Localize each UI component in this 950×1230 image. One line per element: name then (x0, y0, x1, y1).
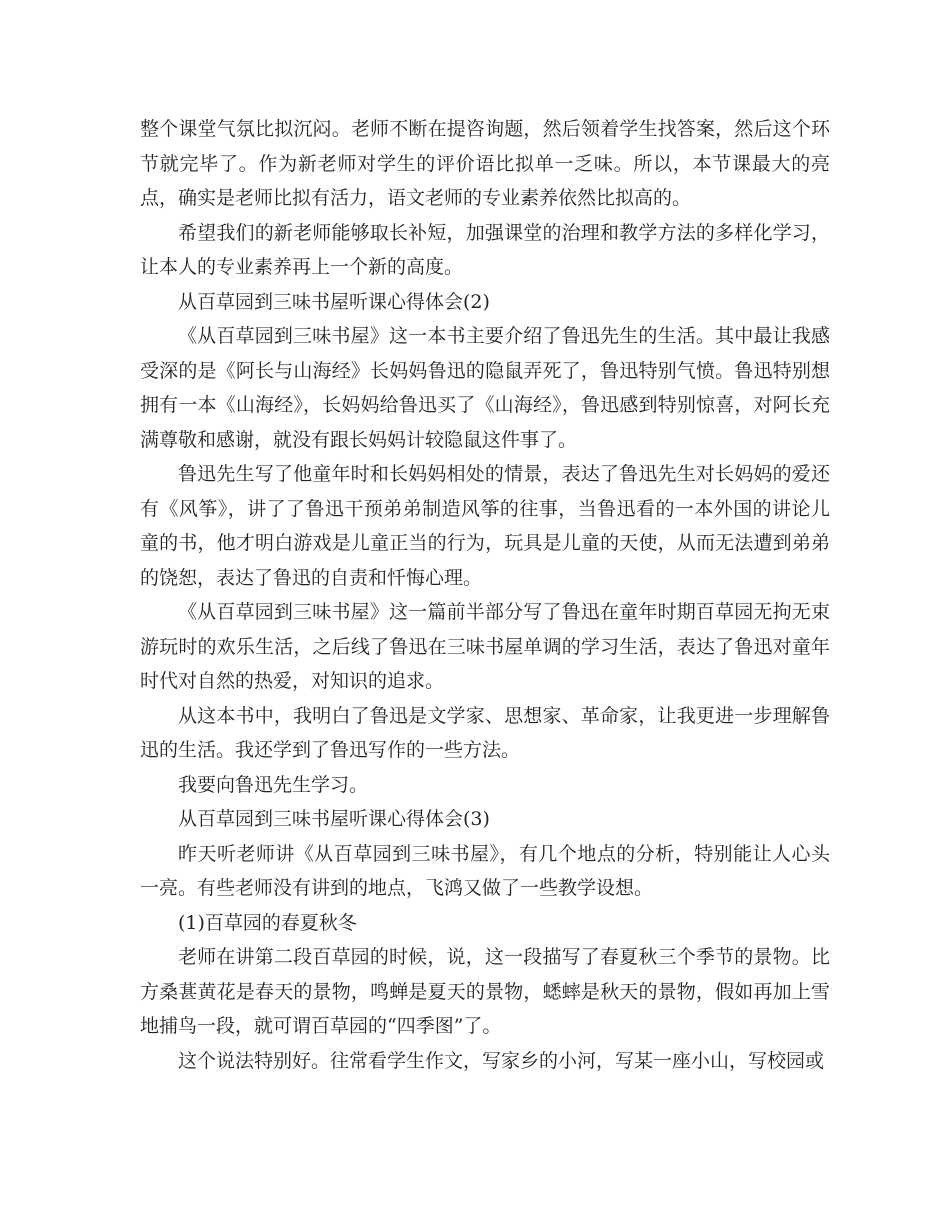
paragraph: 希望我们的新老师能够取长补短，加强课堂的治理和教学方法的多样化学习，让本人的专业素养再上一个新的高度。 (140, 221, 830, 278)
paragraph: 昨天听老师讲《从百草园到三味书屋》，有几个地点的分析，特别能让人心头一亮。有些老师没有讲到的地点，飞鸿又做了一些教学设想。 (140, 842, 830, 899)
subsection-heading: (1)百草园的春夏秋冬 (178, 911, 357, 934)
paragraph: 这个说法特别好。往常看学生作文，写家乡的小河，写某一座小山，写校园或 (178, 1049, 825, 1072)
section-heading: 从百草园到三味书屋听课心得体会(2) (178, 290, 490, 313)
paragraph: 老师在讲第二段百草园的时候，说，这一段描写了春夏秋三个季节的景物。比方桑葚黄花是春天的景物，鸣蝉是夏天的景物，蟋蟀是秋天的景物，假如再加上雪地捕鸟一段，就可谓百草园的“四季图”了。 (140, 946, 830, 1037)
section-heading: 从百草园到三味书屋听课心得体会(3) (178, 808, 490, 830)
paragraph: 鲁迅先生写了他童年时和长妈妈相处的情景，表达了鲁迅先生对长妈妈的爱还有《风筝》，讲了了鲁迅干预弟弟制造风筝的往事，当鲁迅看的一本外国的讲论儿童的书，他才明白游戏是儿童正当的行为，玩具是儿童的天使，从而无法遭到弟弟的饶恕，表达了鲁迅的自责和忏悔心理。 (140, 463, 830, 589)
paragraph-continuation: 整个课堂气氛比拟沉闷。老师不断在提咨询题，然后领着学生找答案，然后这个环节就完毕了。作为新老师对学生的评价语比拟单一乏味。所以，本节课最大的亮点，确实是老师比拟有活力，语文老师的专业素养依然比拟高的。 (140, 118, 830, 209)
document-body (140, 112, 830, 1078)
paragraph: 《从百草园到三味书屋》这一本书主要介绍了鲁迅先生的生活。其中最让我感受深的是《阿长与山海经》长妈妈鲁迅的隐鼠弄死了，鲁迅特别气愤。鲁迅特别想拥有一本《山海经》，长妈妈给鲁迅买了《山海经》，鲁迅感到特别惊喜，对阿长充满尊敬和感谢，就没有跟长妈妈计较隐鼠这件事了。 (140, 325, 830, 451)
paragraph: 《从百草园到三味书屋》这一篇前半部分写了鲁迅在童年时期百草园无拘无束游玩时的欢乐生活，之后线了鲁迅在三味书屋单调的学习生活，表达了鲁迅对童年时代对自然的热爱，对知识的追求。 (140, 601, 830, 692)
paragraph: 我要向鲁迅先生学习。 (178, 773, 369, 796)
paragraph: 从这本书中，我明白了鲁迅是文学家、思想家、革命家，让我更进一步理解鲁迅的生活。我还学到了鲁迅写作的一些方法。 (140, 704, 830, 761)
